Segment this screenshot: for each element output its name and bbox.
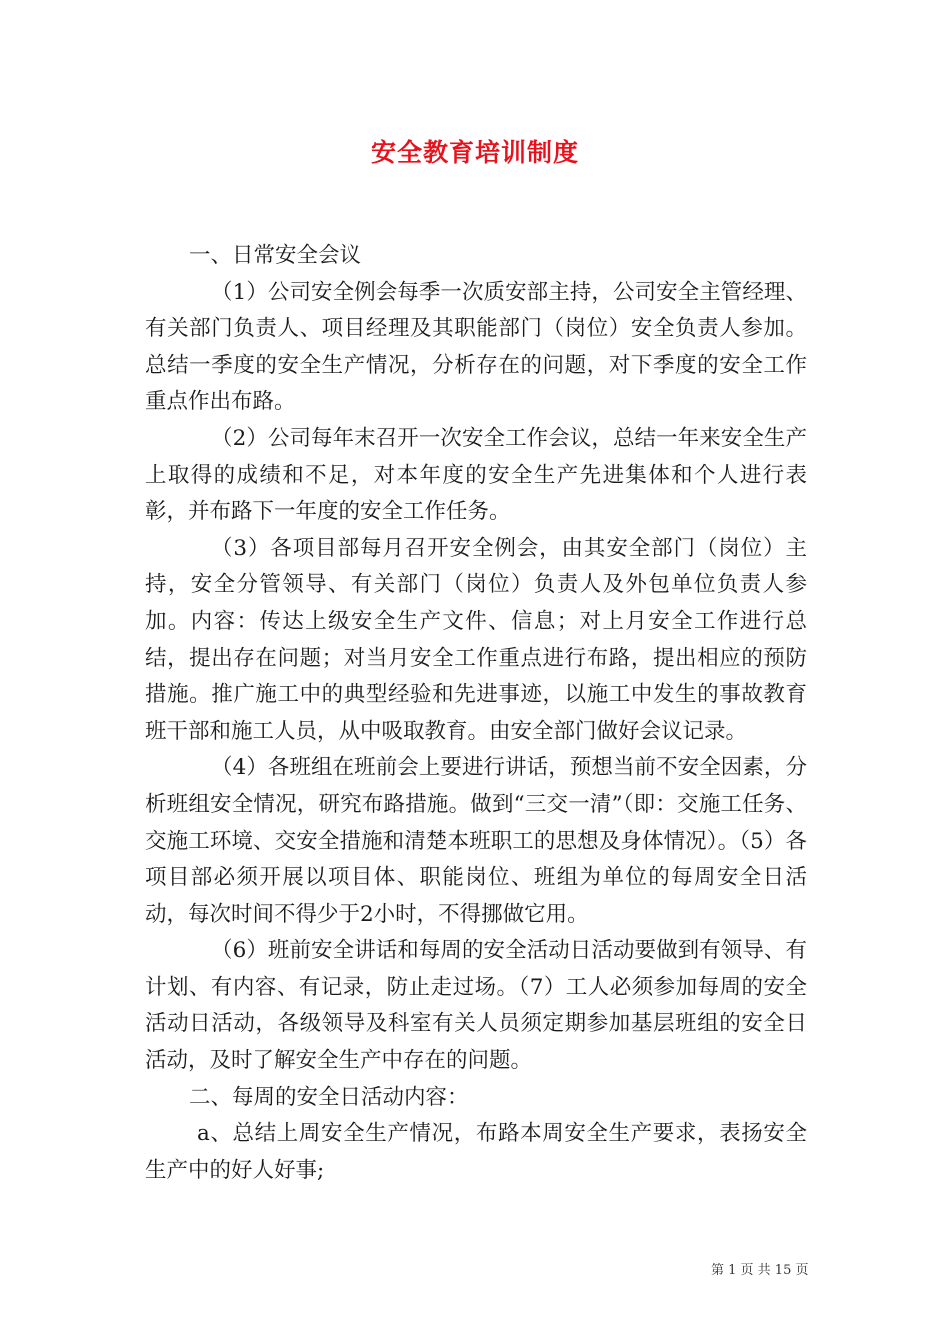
list-item-a: a、总结上周安全生产情况，布路本周安全生产要求，表扬安全生产中的好人好事;	[145, 1121, 807, 1183]
paragraph-1: （1）公司安全例会每季一次质安部主持，公司安全主管经理、有关部门负责人、项目经理及其职能部门（岗位）安全负责人参加。总结一季度的安全生产情况，分析存在的问题，对下季度的安全工作重点作出布路。	[145, 279, 807, 415]
document-body	[145, 238, 807, 1189]
paragraph-4: （4）各班组在班前会上要进行讲话，预想当前不安全因素，分析班组安全情况，研究布路措施。做到“三交一清”（即：交施工任务、交施工环境、交安全措施和清楚本班职工的思想及身体情况）。（5）各项目部必须开展以项目体、职能岗位、班组为单位的每周安全日活动，每次时间不得少于2小时，不得挪做它用。	[145, 755, 807, 927]
page-number: 第 1 页 共 15 页	[711, 1263, 809, 1278]
paragraph-3: （3）各项目部每月召开安全例会，由其安全部门（岗位）主持，安全分管领导、有关部门（岗位）负责人及外包单位负责人参加。内容：传达上级安全生产文件、信息；对上月安全工作进行总结，提出存在问题；对当月安全工作重点进行布路，提出相应的预防措施。推广施工中的典型经验和先进事迹，以施工中发生的事故教育班干部和施工人员，从中吸取教育。由安全部门做好会议记录。	[145, 535, 807, 744]
paragraph-5: （6）班前安全讲话和每周的安全活动日活动要做到有领导、有计划、有内容、有记录，防止走过场。（7）工人必须参加每周的安全活动日活动，各级领导及科室有关人员须定期参加基层班组的安全日活动，及时了解安全生产中存在的问题。	[145, 938, 807, 1074]
paragraph-2: （2）公司每年末召开一次安全工作会议，总结一年来安全生产上取得的成绩和不足，对本年度的安全生产先进集体和个人进行表彰，并布路下一年度的安全工作任务。	[145, 425, 807, 525]
section-heading-1: 一、日常安全会议	[189, 243, 362, 268]
section-heading-2: 二、每周的安全日活动内容：	[189, 1084, 469, 1110]
document-title: 安全教育培训制度	[370, 138, 579, 167]
